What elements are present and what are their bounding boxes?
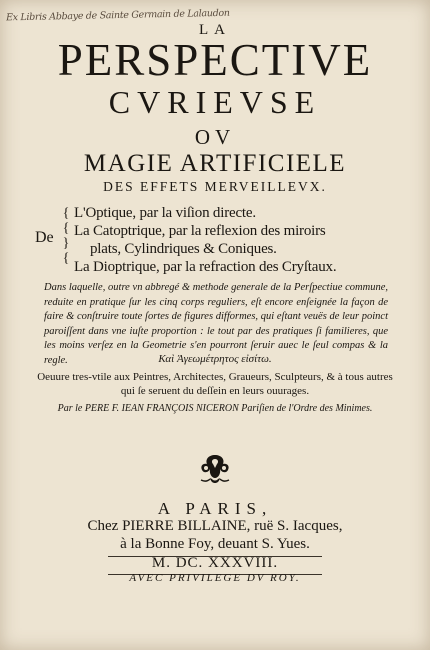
imprint-year: M. DC. XXXVIII. [151, 555, 279, 571]
oeuvre-line-1: Oeuure tres-vtile aux Peintres, Architectes, Graueurs, Sculpteurs, & à tous autres [37, 371, 393, 383]
author-line: Par le PERE F. IEAN FRANÇOIS NICERON Pariſien de l'Ordre des Minimes. [57, 403, 373, 414]
contents-brace: { { } { [62, 206, 70, 266]
contents-line-catoptrique-cont: plats, Cylindriques & Coniques. [90, 241, 277, 257]
description-paragraph: Dans laquelle, outre vn abbregé & methode generale de la Perſpectiue commune, reduite en pratique ſur les cinq corps reguliers, eſt encore enſeignée la façon de faire & conſtruire toute ſortes de figures difformes, qui eſtant veuës de leur poinct paroiſſent dans vne iuſte proportion : le tout par des pratiques ſi familieres, que les moins verſez en la Geometrie s'en pourront ſeruir auec le ſeul compas & la regle. [44, 282, 388, 366]
title-curieuse: CVRIEVSE [108, 84, 322, 120]
fleuron-icon [196, 452, 234, 486]
title-effets: DES EFFETS MERVEILLEVX. [103, 179, 327, 194]
title-magie: MAGIE ARTIFICIELE [83, 150, 347, 177]
title-perspective: PERSPECTIVE [57, 35, 373, 85]
title-ou: OV [194, 125, 236, 149]
oeuvre-note [0, 370, 430, 398]
contents-de: De [35, 229, 54, 246]
imprint-printer: Chez PIERRE BILLAINE, ruë S. Iacques, [87, 518, 343, 534]
handwritten-inscription: Ex Libris Abbaye de Sainte Germain de Lalaudon [5, 7, 230, 24]
imprint-city: A PARIS, [157, 499, 273, 518]
oeuvre-line-2: qui ſe seruent du deſſein en leurs ouurages. [120, 385, 310, 397]
contents-line-optique: L'Optique, par la viſion directe. [74, 205, 256, 221]
imprint-address: à la Bonne Foy, deuant S. Yues. [120, 536, 310, 552]
greek-motto: Καὶ Ἀγεωμέτρητος εἰσίτω. [158, 353, 272, 365]
title-article: LA [199, 22, 231, 38]
contents-line-dioptrique: La Dioptrique, par la refraction des Cryſtaux. [74, 259, 337, 275]
contents-line-catoptrique: La Catoptrique, par la reflexion des miroirs [74, 223, 326, 239]
imprint-privilege: AVEC PRIVILEGE DV ROY. [129, 572, 301, 584]
